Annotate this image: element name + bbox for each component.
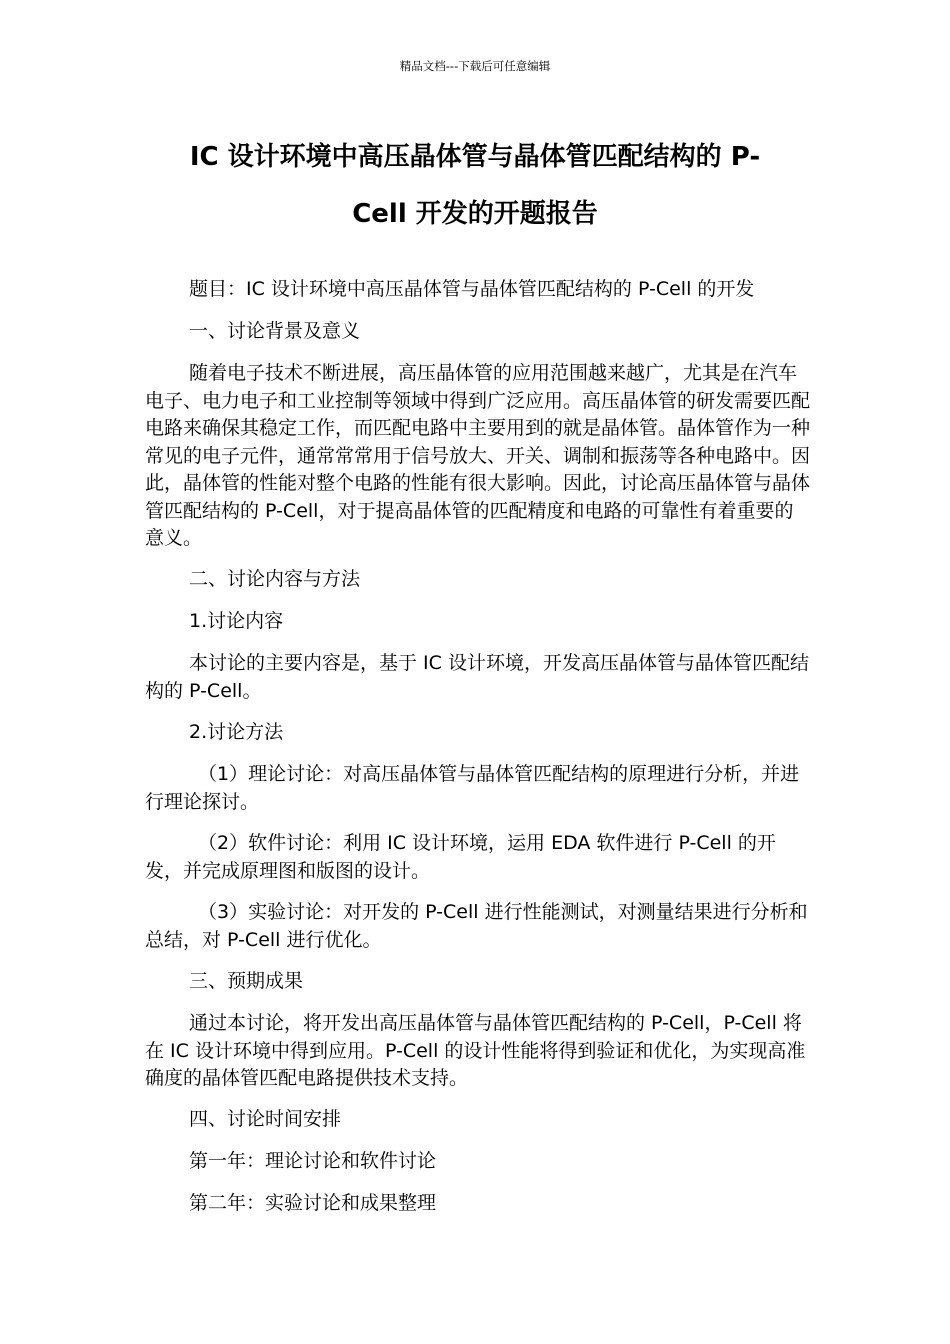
method-item-software: （2）软件讨论：利用 IC 设计环境，运用 EDA 软件进行 P-Cell 的开发，并完成原理图和版图的设计。 bbox=[145, 832, 776, 882]
section2-heading: 二、讨论内容与方法 bbox=[189, 568, 361, 590]
section3-paragraph: 通过本讨论，将开发出高压晶体管与晶体管匹配结构的 P-Cell，P-Cell 将在 IC 设计环境中得到应用。P-Cell 的设计性能将得到验证和优化，为实现高准确度的晶体管匹配电路提供技术支持。 bbox=[145, 1012, 806, 1089]
method-item-experiment: （3）实验讨论：对开发的 P-Cell 进行性能测试，对测量结果进行分析和总结，对 P-Cell 进行优化。 bbox=[145, 901, 808, 951]
document-title-line-2: Cell 开发的开题报告 bbox=[352, 199, 598, 229]
section3-heading: 三、预期成果 bbox=[189, 970, 304, 992]
section1-heading: 一、讨论背景及意义 bbox=[189, 320, 361, 342]
section2-sub1-paragraph: 本讨论的主要内容是，基于 IC 设计环境，开发高压晶体管与晶体管匹配结构的 P-Cell。 bbox=[145, 652, 809, 702]
section2-sub1-heading: 1.讨论内容 bbox=[189, 610, 284, 632]
section2-sub2-heading: 2.讨论方法 bbox=[189, 721, 284, 743]
method-item-theory: （1）理论讨论：对高压晶体管与晶体管匹配结构的原理进行分析，并进行理论探讨。 bbox=[145, 763, 800, 813]
section4-heading: 四、讨论时间安排 bbox=[189, 1108, 342, 1130]
section1-paragraph: 随着电子技术不断进展，高压晶体管的应用范围越来越广，尤其是在汽车电子、电力电子和工业控制等领域中得到广泛应用。高压晶体管的研发需要匹配电路来确保其稳定工作，而匹配电路中主要用到的就是晶体管。晶体管作为一种常见的电子元件，通常常常用于信号放大、开关、调制和振荡等各种电路中。因此，晶体管的性能对整个电路的性能有很大影响。因此，讨论高压晶体管与晶体管匹配结构的 P-Cell，对于提高晶体管的匹配精度和电路的可靠性有着重要的意义。 bbox=[145, 362, 811, 549]
header-note: 精品文档---下载后可任意编辑 bbox=[399, 59, 551, 73]
schedule-item-year1: 第一年：理论讨论和软件讨论 bbox=[189, 1150, 437, 1172]
topic-line: 题目：IC 设计环境中高压晶体管与晶体管匹配结构的 P-Cell 的开发 bbox=[189, 278, 755, 300]
schedule-item-year2: 第二年：实验讨论和成果整理 bbox=[189, 1192, 437, 1214]
document-title-line-1: IC 设计环境中高压晶体管与晶体管匹配结构的 P- bbox=[189, 142, 761, 172]
